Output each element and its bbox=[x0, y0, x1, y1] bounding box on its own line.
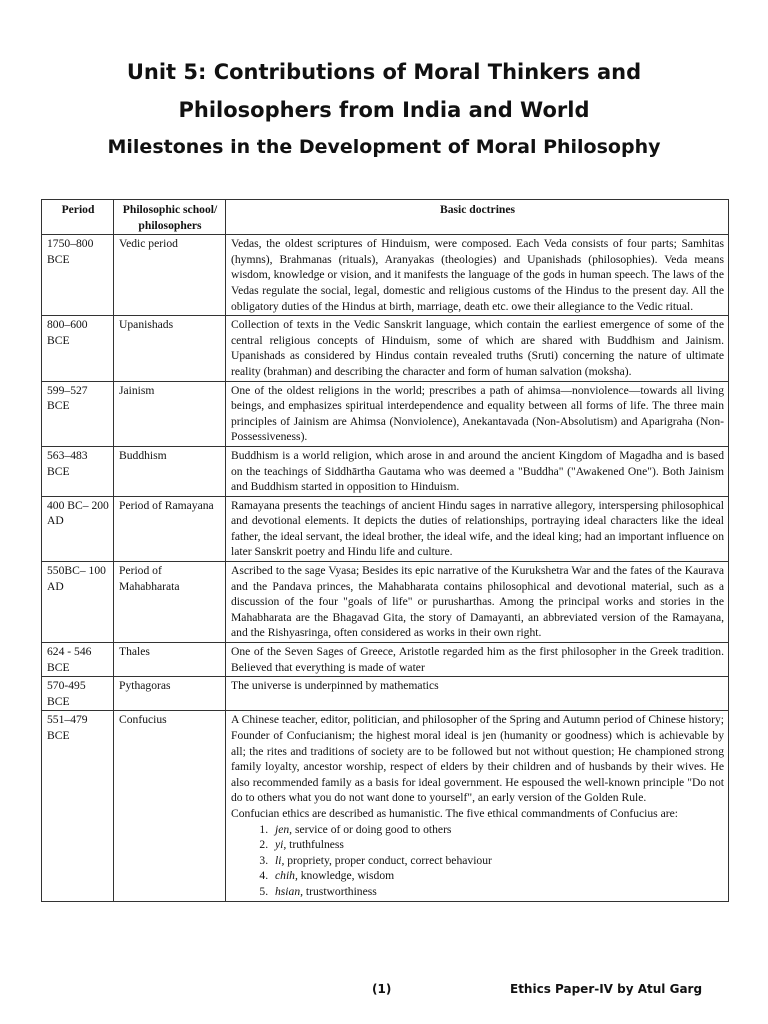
commandment-term: chih, bbox=[275, 869, 298, 883]
table-row bbox=[42, 316, 729, 381]
doctrine-cell: Buddhism is a world religion, which arose in and around the ancient Kingdom of Magadha and is based on the teachings of Siddhārtha Gautama who was deemed a "Buddha" ("Awakened One"). Both Jainism and Buddhism started in opposition to Hinduism. bbox=[226, 446, 729, 496]
list-item bbox=[271, 868, 724, 884]
school-cell: Jainism bbox=[114, 381, 226, 446]
commandment-desc: truthfulness bbox=[286, 838, 344, 852]
period-cell: 400 BC– 200 AD bbox=[42, 496, 114, 561]
page-subtitle: Milestones in the Development of Moral Philosophy bbox=[107, 136, 661, 158]
doctrine-cell: Ramayana presents the teachings of ancient Hindu sages in narrative allegory, interspersing philosophical and devotional elements. It depicts the duties of relationships, portraying ideal characters like the ideal father, the ideal servant, the ideal brother, the ideal wife, and the ideal king; had an important influence on later Sanskrit poetry and Hindu life and culture. bbox=[226, 496, 729, 561]
table-row bbox=[42, 381, 729, 446]
commandment-desc: knowledge, wisdom bbox=[297, 869, 395, 883]
table-row bbox=[42, 677, 729, 711]
confucian-ethics-intro: Confucian ethics are described as humanistic. The five ethical commandments of Confucius are: bbox=[231, 806, 678, 820]
period-cell: 570-495 BCE bbox=[42, 677, 114, 711]
period-cell: 599–527 BCE bbox=[42, 381, 114, 446]
doctrine-cell: Vedas, the oldest scriptures of Hinduism, were composed. Each Veda consists of four parts; Samhitas (hymns), Brahmanas (rituals), Aranyakas (theologies) and Upanishads (philosophies). Veda means wisdom, knowledge or vision, and it manifests the language of the gods in human speech. The laws of the Vedas regulate the social, legal, domestic and religious customs of the Hindus to the present day. All the obligatory duties of the Hindus at birth, marriage, death etc. owe their allegiance to the Vedic ritual. bbox=[226, 235, 729, 316]
commandment-desc: trustworthiness bbox=[303, 884, 377, 898]
commandment-term: jen, bbox=[275, 822, 293, 836]
page-number: (1) bbox=[372, 982, 392, 996]
page-title-line-2: Philosophers from India and World bbox=[178, 98, 590, 122]
table-row bbox=[42, 496, 729, 561]
doctrine-cell bbox=[226, 711, 729, 901]
school-cell: Pythagoras bbox=[114, 677, 226, 711]
table-row bbox=[42, 643, 729, 677]
commandment-desc: propriety, proper conduct, correct behaviour bbox=[284, 853, 492, 867]
commandment-term: yi, bbox=[275, 838, 287, 852]
school-cell: Upanishads bbox=[114, 316, 226, 381]
school-cell: Confucius bbox=[114, 711, 226, 901]
header-period: Period bbox=[42, 200, 114, 235]
list-item bbox=[271, 822, 724, 838]
confucius-doctrine-text: A Chinese teacher, editor, politician, and philosopher of the Spring and Autumn period of Chinese history; Founder of Confucianism; the highest moral ideal is jen (humanity or goodness) which is achievable by all; the rites and traditions of society are to be followed but not without question; He championed strong family loyalty, ancestor worship, respect of elders by their children and of husbands by their wives. He also recommended family as a basis for ideal government. He espoused the well-known principle "Do not do to others what you do not want done to yourself", an early version of the Golden Rule. bbox=[231, 713, 724, 805]
header-doctrines: Basic doctrines bbox=[226, 200, 729, 235]
page-title-line-1: Unit 5: Contributions of Moral Thinkers and bbox=[126, 60, 642, 84]
doctrine-cell: One of the oldest religions in the world; prescribes a path of ahimsa—nonviolence—towards all living beings, and emphasizes spiritual interdependence and equality between all forms of life. The three main principles of Jainism are Ahimsa (Nonviolence), Anekantavada (Non-Absolutism) and Aparigraha (Non-Possessiveness). bbox=[226, 381, 729, 446]
list-item bbox=[271, 884, 724, 900]
table-row bbox=[42, 235, 729, 316]
doctrine-cell: Collection of texts in the Vedic Sanskrit language, which contain the earliest emergence of some of the central religious concepts of Hinduism, some of which are shared with Buddhism and Jainism. Upanishads as considered by Hindus contain revealed truths (Sruti) concerning the nature of ultimate reality (brahman) and describing the character and form of human salvation (moksha). bbox=[226, 316, 729, 381]
table-row bbox=[42, 562, 729, 643]
school-cell: Vedic period bbox=[114, 235, 226, 316]
period-cell: 551–479 BCE bbox=[42, 711, 114, 901]
commandment-term: li, bbox=[275, 853, 285, 867]
table-row bbox=[42, 446, 729, 496]
school-cell: Period of Ramayana bbox=[114, 496, 226, 561]
doctrine-cell: Ascribed to the sage Vyasa; Besides its epic narrative of the Kurukshetra War and the fates of the Kaurava and the Pandava princes, the Mahabharata contains philosophical and devotional material, such as a discussion of the four "goals of life" or purusharthas. Among the principal works and stories in the Mahabharata are the Bhagavad Gita, the story of Damayanti, an abbreviated version of the Ramayana, and the Rishyasringa, often considered as works in their own right. bbox=[226, 562, 729, 643]
header-school: Philosophic school/ philosophers bbox=[114, 200, 226, 235]
table-header-row bbox=[42, 200, 729, 235]
commandments-list bbox=[231, 822, 724, 900]
table-body bbox=[42, 235, 729, 901]
list-item bbox=[271, 853, 724, 869]
period-cell: 624 - 546 BCE bbox=[42, 643, 114, 677]
school-cell: Period of Mahabharata bbox=[114, 562, 226, 643]
list-item bbox=[271, 837, 724, 853]
table-row-confucius bbox=[42, 711, 729, 901]
milestones-table bbox=[41, 199, 729, 902]
period-cell: 550BC– 100 AD bbox=[42, 562, 114, 643]
period-cell: 563–483 BCE bbox=[42, 446, 114, 496]
school-cell: Thales bbox=[114, 643, 226, 677]
doctrine-cell: The universe is underpinned by mathematics bbox=[226, 677, 729, 711]
commandment-desc: service of or doing good to others bbox=[292, 822, 452, 836]
school-cell: Buddhism bbox=[114, 446, 226, 496]
period-cell: 1750–800 BCE bbox=[42, 235, 114, 316]
commandment-term: hsian, bbox=[275, 884, 304, 898]
period-cell: 800–600 BCE bbox=[42, 316, 114, 381]
footer-credit: Ethics Paper-IV by Atul Garg bbox=[510, 982, 703, 996]
doctrine-cell: One of the Seven Sages of Greece, Aristotle regarded him as the first philosopher in the Greek tradition. Believed that everything is made of water bbox=[226, 643, 729, 677]
